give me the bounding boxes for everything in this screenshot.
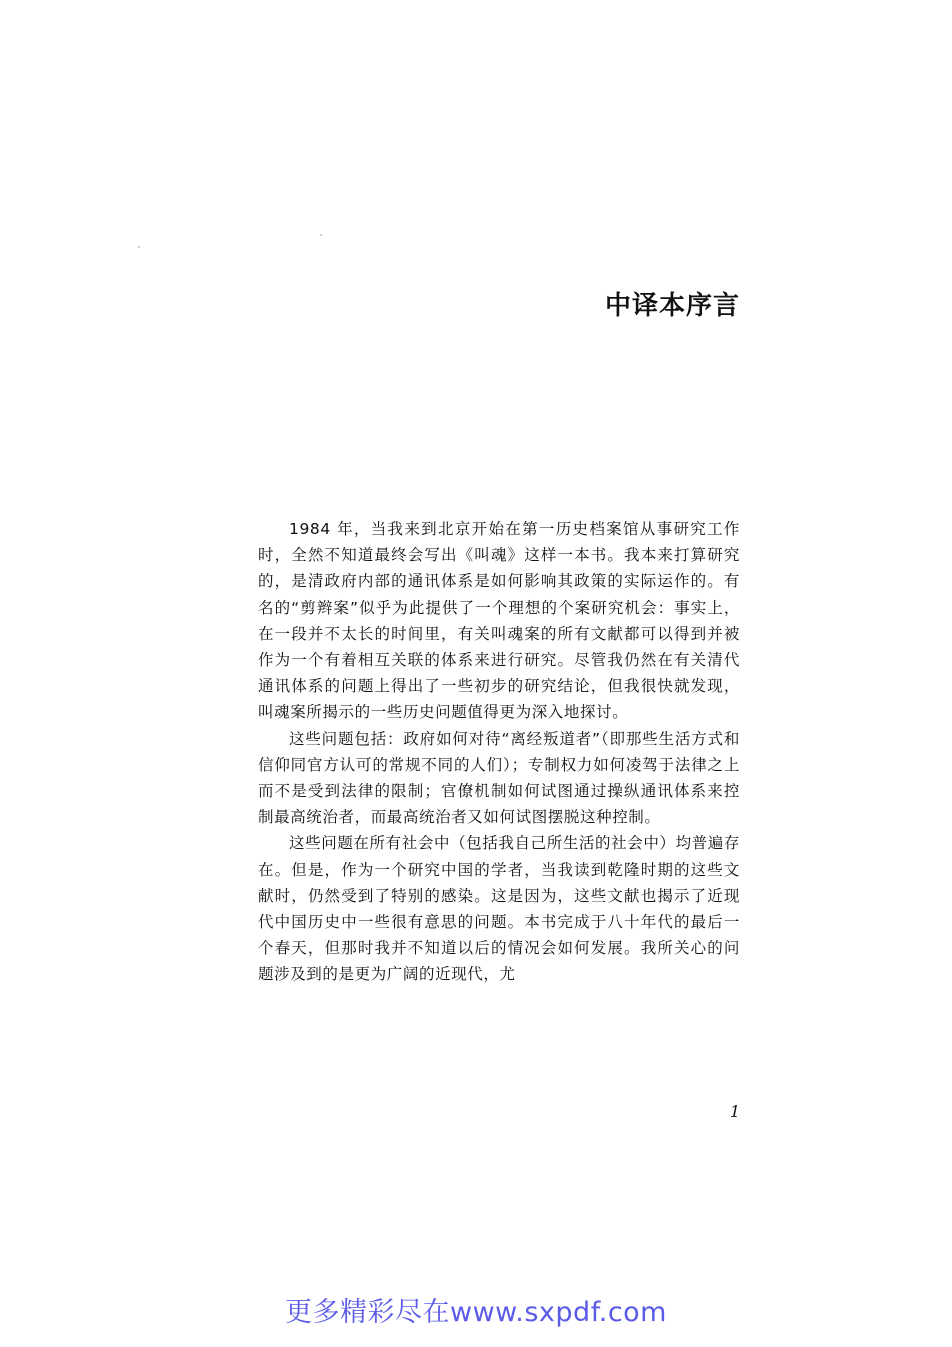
paragraph: 这些问题在所有社会中（包括我自己所生活的社会中）均普遍存在。但是，作为一个研究中国的学者，当我读到乾隆时期的这些文献时，仍然受到了特别的感染。这是因为，这些文献也揭示了近现代中国历史中一些很有意思的问题。本书完成于八十年代的最后一个春天，但那时我并不知道以后的情况会如何发展。我所关心的问题涉及到的是更为广阔的近现代，尤 bbox=[258, 834, 740, 984]
watermark-text: 更多精彩尽在www.sxpdf.com bbox=[285, 1297, 667, 1328]
page-number: 1 bbox=[729, 1102, 740, 1121]
paragraph: 1984 年，当我来到北京开始在第一历史档案馆从事研究工作时，全然不知道最终会写出《叫魂》这样一本书。我本来打算研究的，是清政府内部的通讯体系是如何影响其政策的实际运作的。有名的“剪辫案”似乎为此提供了一个理想的个案研究机会：事实上，在一段并不太长的时间里，有关叫魂案的所有文献都可以得到并被作为一个有着相互关联的体系来进行研究。尽管我仍然在有关清代通讯体系的问题上得出了一些初步的研究结论，但我很快就发现，叫魂案所揭示的一些历史问题值得更为深入地探讨。 bbox=[258, 520, 740, 722]
paragraph: 这些问题包括：政府如何对待“离经叛道者”（即那些生活方式和信仰同官方认可的常规不同的人们）；专制权力如何凌驾于法律之上而不是受到法律的限制；官僚机制如何试图通过操纵通讯体系来控制最高统治者，而最高统治者又如何试图摆脱这种控制。 bbox=[258, 729, 740, 827]
page-title: 中译本序言 bbox=[604, 291, 740, 321]
body-text bbox=[258, 516, 740, 988]
scan-speck bbox=[138, 246, 140, 248]
scan-speck bbox=[320, 234, 322, 236]
